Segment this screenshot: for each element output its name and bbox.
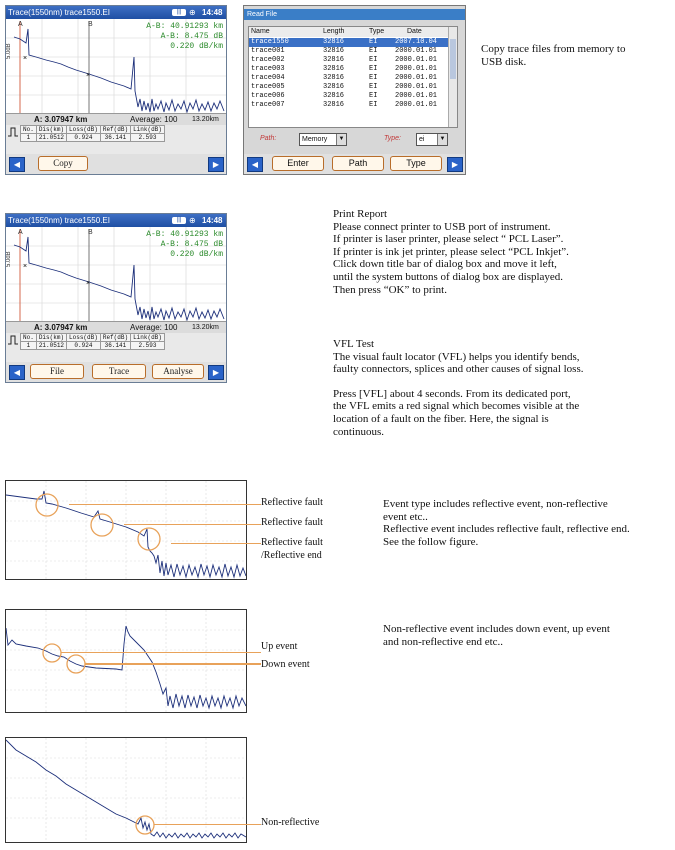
- callout-line: [171, 543, 261, 544]
- ab-distance: A-B: 40.91293 km: [146, 230, 223, 239]
- softkey-bar: [6, 154, 226, 174]
- ab-info: [146, 22, 223, 52]
- event-type-description: [383, 498, 668, 548]
- non-reflective-updown-figure: [5, 609, 247, 713]
- file-name: trace003: [251, 65, 285, 73]
- file-name: trace001: [251, 47, 285, 55]
- path-button[interactable]: Path: [332, 156, 384, 171]
- col-ref: Ref(dB): [100, 334, 130, 342]
- print-line: Click down title bar of dialog box and move it left,: [333, 258, 557, 271]
- right-arrow-icon: ▶: [451, 160, 459, 169]
- file-length: 32816: [323, 47, 345, 55]
- ab-loss: A-B: 8.475 dB: [160, 32, 223, 41]
- marker-b: B: [88, 229, 93, 236]
- file-date: 2000.01.01: [395, 56, 438, 64]
- file-length: 32816: [323, 74, 345, 82]
- vfl-heading: VFL Test: [333, 338, 375, 350]
- file-type: EI: [369, 47, 378, 55]
- battery-icon: |||: [172, 9, 186, 16]
- range: 13.20km: [192, 324, 219, 331]
- ab-slope: 0.220 dB/km: [170, 42, 223, 51]
- file-length: 32816: [323, 101, 345, 109]
- trace-plot[interactable]: [6, 227, 226, 321]
- plug-icon: ⊕: [189, 8, 196, 17]
- cell-dis: 21.0512: [36, 342, 66, 350]
- print-line: If printer is ink jet printer, please select “PCL Inkjet”.: [333, 245, 569, 258]
- reflective-event-figure: [5, 480, 247, 580]
- file-date: 2000.01.01: [395, 101, 438, 109]
- print-report-section: [333, 208, 668, 296]
- label-non-reflective: Non-reflective: [261, 817, 320, 828]
- updown-trace-svg: [6, 610, 246, 712]
- svg-text:×: ×: [86, 72, 91, 79]
- list-item[interactable]: [249, 38, 449, 47]
- cell-ref: 36.141: [100, 134, 130, 142]
- copy-description: Copy trace files from memory to USB disk.: [481, 43, 626, 68]
- right-arrow-icon: ▶: [212, 368, 220, 377]
- vfl-line: location of a fault on the fiber. Here, the signal is: [333, 412, 549, 425]
- file-type: EI: [369, 92, 378, 100]
- event-table: [20, 125, 165, 142]
- path-value: Memory: [302, 136, 328, 143]
- file-length: 32816: [323, 65, 345, 73]
- list-item[interactable]: [249, 65, 449, 74]
- table-row[interactable]: [21, 134, 165, 142]
- col-link: Link(dB): [131, 126, 165, 134]
- file-type: EI: [369, 101, 378, 109]
- left-arrow-icon: ◀: [13, 368, 21, 377]
- svg-text:×: ×: [86, 280, 91, 287]
- list-item[interactable]: [249, 56, 449, 65]
- col-no: No.: [21, 126, 37, 134]
- battery-icon: |||: [172, 217, 186, 224]
- print-line: Please connect printer to USB port of instrument.: [333, 220, 551, 233]
- svg-text:×: ×: [23, 55, 28, 62]
- trace-title: Trace(1550nm) trace1550.EI: [8, 8, 110, 17]
- col-date: Date: [407, 28, 422, 35]
- chevron-down-icon: ▼: [336, 134, 346, 145]
- type-value: ei: [419, 136, 425, 143]
- col-dis: Dis(km): [36, 334, 66, 342]
- title-bar: [6, 6, 226, 19]
- trace-button[interactable]: Trace: [92, 364, 146, 379]
- enter-button[interactable]: Enter: [272, 156, 324, 171]
- trace-plot[interactable]: [6, 19, 226, 113]
- file-type: EI: [369, 83, 378, 91]
- print-report-heading: Print Report: [333, 208, 388, 220]
- file-name: trace002: [251, 56, 285, 64]
- file-name: trace004: [251, 74, 285, 82]
- prev-arrow-button[interactable]: [9, 365, 25, 380]
- col-dis: Dis(km): [36, 126, 66, 134]
- analyse-button[interactable]: Analyse: [152, 364, 204, 379]
- file-name: trace006: [251, 92, 285, 100]
- cell-dis: 21.0512: [36, 134, 66, 142]
- file-date: 2000.01.01: [395, 74, 438, 82]
- nonref-text-line: and non-reflective end etc..: [383, 635, 504, 648]
- cell-no: 1: [21, 342, 37, 350]
- cursor-a-distance: A: 3.07947 km: [34, 323, 88, 332]
- file-name: trace1550: [251, 38, 289, 46]
- ab-distance: A-B: 40.91293 km: [146, 22, 223, 31]
- callout-line: [124, 524, 261, 525]
- vfl-line: The visual fault locator (VFL) helps you identify bends,: [333, 350, 580, 363]
- svg-text:×: ×: [23, 263, 28, 270]
- read-file-dialog: [243, 5, 466, 175]
- range: 13.20km: [192, 116, 219, 123]
- plug-icon: ⊕: [189, 216, 196, 225]
- cell-link: 2.593: [131, 342, 165, 350]
- event-text-line: event etc..: [383, 510, 428, 523]
- label-down-event: Down event: [261, 659, 310, 670]
- non-reflective-description: [383, 623, 668, 648]
- marker-a: A: [18, 229, 23, 236]
- cell-no: 1: [21, 134, 37, 142]
- list-item[interactable]: [249, 83, 449, 92]
- status-bar: [6, 321, 226, 333]
- list-item[interactable]: [249, 47, 449, 56]
- copy-button[interactable]: Copy: [38, 156, 88, 171]
- label-reflective-end: /Reflective end: [261, 550, 322, 561]
- marker-a: A: [18, 21, 23, 28]
- label-reflective-fault-1: Reflective fault: [261, 497, 323, 508]
- label-up-event: Up event: [261, 641, 298, 652]
- col-link: Link(dB): [131, 334, 165, 342]
- col-no: No.: [21, 334, 37, 342]
- y-axis-label: 5.0dB: [6, 43, 12, 59]
- nonref-trace-svg: [6, 738, 246, 842]
- next-arrow-button[interactable]: [447, 157, 463, 172]
- pulse-icon: [8, 126, 18, 138]
- vfl-line: Press [VFL] about 4 seconds. From its dedicated port,: [333, 387, 571, 400]
- type-label: Type:: [384, 135, 401, 142]
- prev-arrow-button[interactable]: [9, 157, 25, 172]
- list-item[interactable]: [249, 92, 449, 101]
- pulse-icon: [8, 334, 18, 346]
- ab-info: [146, 230, 223, 260]
- average-count: Average: 100: [130, 323, 178, 332]
- non-reflective-end-figure: [5, 737, 247, 843]
- label-reflective-fault-3: Reflective fault: [261, 537, 323, 548]
- col-loss: Loss(dB): [67, 126, 101, 134]
- file-type: EI: [369, 38, 378, 46]
- col-length: Length: [323, 28, 345, 35]
- list-item[interactable]: [249, 101, 449, 110]
- event-text-line: Event type includes reflective event, non-reflective: [383, 498, 608, 510]
- callout-line: [85, 663, 261, 665]
- callout-line: [154, 824, 261, 825]
- col-loss: Loss(dB): [67, 334, 101, 342]
- callout-line: [61, 652, 261, 653]
- list-scrollbar[interactable]: [448, 27, 457, 127]
- file-type: EI: [369, 65, 378, 73]
- event-table: [20, 333, 165, 350]
- ab-loss: A-B: 8.475 dB: [160, 240, 223, 249]
- nonref-text-line: Non-reflective event includes down event, up event: [383, 623, 610, 635]
- cell-ref: 36.141: [100, 342, 130, 350]
- y-axis-label: 5.0dB: [6, 251, 12, 267]
- average-count: Average: 100: [130, 115, 178, 124]
- file-date: 2000.01.01: [395, 47, 438, 55]
- file-name: trace007: [251, 101, 285, 109]
- col-name: Name: [251, 28, 270, 35]
- chevron-down-icon: ▼: [437, 134, 447, 145]
- type-button[interactable]: Type: [390, 156, 442, 171]
- print-line: until the system buttons of dialog box are displayed.: [333, 270, 564, 283]
- file-length: 32816: [323, 83, 345, 91]
- title-bar: [6, 214, 226, 227]
- col-type: Type: [369, 28, 385, 35]
- right-arrow-icon: ▶: [212, 160, 220, 169]
- softkey-bar: [244, 154, 465, 174]
- trace-title: Trace(1550nm) trace1550.EI: [8, 216, 110, 225]
- next-arrow-button[interactable]: [208, 157, 224, 172]
- prev-arrow-button[interactable]: [247, 157, 263, 172]
- reflective-trace-svg: [6, 481, 246, 579]
- left-arrow-icon: ◀: [251, 160, 259, 169]
- event-text-line: Reflective event includes reflective fault, reflective end.: [383, 523, 630, 536]
- file-name: trace005: [251, 83, 285, 91]
- cell-loss: 0.924: [67, 342, 101, 350]
- cell-loss: 0.924: [67, 134, 101, 142]
- ab-slope: 0.220 dB/km: [170, 250, 223, 259]
- softkey-bar: [6, 362, 226, 382]
- vfl-line: faulty connectors, splices and other causes of signal loss.: [333, 363, 584, 376]
- type-select[interactable]: [416, 133, 448, 146]
- print-line: If printer is laser printer, please select “ PCL Laser”.: [333, 233, 564, 246]
- otdr-screen-copy: [5, 5, 227, 175]
- file-date: 2000.01.01: [395, 65, 438, 73]
- otdr-screen-print: [5, 213, 227, 383]
- file-list-header: [249, 27, 449, 37]
- file-length: 32816: [323, 56, 345, 64]
- next-arrow-button[interactable]: [208, 365, 224, 380]
- left-arrow-icon: ◀: [13, 160, 21, 169]
- cell-link: 2.593: [131, 134, 165, 142]
- dialog-title: Read File: [244, 9, 466, 20]
- vfl-line: continuous.: [333, 425, 385, 438]
- col-ref: Ref(dB): [100, 126, 130, 134]
- print-line: Then press “OK” to print.: [333, 283, 447, 296]
- file-length: 32816: [323, 38, 345, 46]
- clock: 14:48: [202, 216, 223, 225]
- vfl-section: [333, 338, 668, 438]
- marker-b: B: [88, 21, 93, 28]
- scrollbar-thumb[interactable]: [450, 39, 456, 79]
- file-type: EI: [369, 56, 378, 64]
- label-reflective-fault-2: Reflective fault: [261, 517, 323, 528]
- callout-line: [69, 504, 261, 505]
- vfl-line: the VFL emits a red signal which becomes visible at the: [333, 400, 580, 413]
- file-list[interactable]: [248, 26, 458, 128]
- path-label: Path:: [260, 135, 277, 142]
- file-length: 32816: [323, 92, 345, 100]
- path-type-options: [244, 133, 465, 147]
- list-item[interactable]: [249, 74, 449, 83]
- path-select[interactable]: [299, 133, 347, 146]
- table-row[interactable]: [21, 342, 165, 350]
- file-type: EI: [369, 74, 378, 82]
- cursor-a-distance: A: 3.07947 km: [34, 115, 88, 124]
- status-bar: [6, 113, 226, 125]
- clock: 14:48: [202, 8, 223, 17]
- event-text-line: See the follow figure.: [383, 535, 479, 548]
- file-date: 2000.01.01: [395, 83, 438, 91]
- file-button[interactable]: File: [30, 364, 84, 379]
- file-date: 2000.01.01: [395, 92, 438, 100]
- file-date: 2007.10.04: [395, 38, 438, 46]
